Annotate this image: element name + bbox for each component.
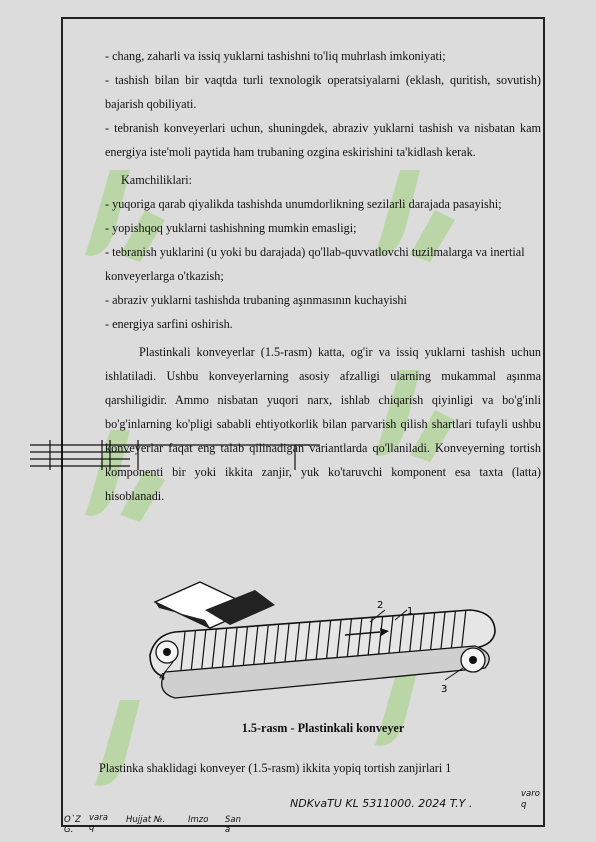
figure-label-3: 3 (441, 684, 448, 695)
stamp-cell-sana: San a (225, 815, 241, 835)
paragraph: - tashish bilan bir vaqtda turli texnologik operatsiyalarni (eklash, quritish, sovutish) bajarish qobiliyati. (105, 73, 541, 111)
paragraph: - chang, zaharli va issiq yuklarni tashishni to'liq muhrlash imkoniyati; (105, 49, 446, 63)
paragraph: Plastinkali konveyerlar (1.5-rasm) katta, og'ir va issiq yuklarni tashish uchun ishlatiladi. Ushbu konveyerlarning asosiy afzalligi ularning mukammal aşınma qarshiligidir. Ammo nisbatan yuqori narx, ishlab chiqarish qiyinligi va bo'g'inli bo'g'inlarning ko'pligi sababli ehtiyotkorlik bilan parvarish qilish shartlari tufayli ushbu konveyerlar faqat eng talab qilinadigan variantlarda qo'llaniladi. Konveyerning tortish komponenti bir yoki ikkita zanjir, yuk ko'taruvchi komponent esa taxta (latta) hisoblanadi. (105, 345, 541, 503)
paragraph: - tebranish yuklarini (u yoki bu darajada) qo'llab-quvvatlovchi tuzilmalarga va inertial konveyerlarga o'tkazish; (105, 245, 525, 283)
section-heading: Kamchiliklari: (121, 173, 193, 187)
stamp-cell-varaq: vara q (89, 813, 108, 833)
figure-caption: 1.5-rasm - Plastinkali konveyer (241, 721, 405, 735)
figure-label-4: 4 (159, 672, 166, 683)
stamp-cell-ozg: O`Z G. (64, 815, 81, 835)
paragraph: - tebranish konveyerlari uchun, shuningdek, abraziv yuklarni tashish va nisbatan kam energiya iste'moli paytida ham trubaning ozgina eskirishini ta'kidlash kerak. (105, 121, 541, 159)
paragraph: - yuqoriga qarab qiyalikda tashishda unumdorlikning sezilarli darajada pasayishi; (105, 197, 502, 211)
document-body (105, 44, 541, 508)
figure-label-2: 2 (377, 600, 384, 611)
paragraph: - yopishqoq yuklarni tashishning mumkin emasligi; (105, 221, 357, 235)
paragraph: - abraziv yuklarni tashishda trubaning aşınmasının kuchayishi (105, 293, 407, 307)
conveyor-figure (145, 580, 505, 710)
last-paragraph: Plastinka shaklidagi konveyer (1.5-rasm) ikkita yopiq tortish zanjirlari 1 (99, 761, 452, 775)
stamp-cell-imzo: Imzo (188, 815, 209, 825)
stamp-document-code: NDKvaTU KL 5311000. 2024 T.Y . (290, 797, 473, 810)
figure-label-1: 1 (407, 606, 414, 617)
stamp-sheet-label: varo q (521, 789, 540, 810)
stamp-cell-hujjat: Hujjat №. (126, 815, 166, 825)
paragraph: - energiya sarfini oshirish. (105, 317, 233, 331)
